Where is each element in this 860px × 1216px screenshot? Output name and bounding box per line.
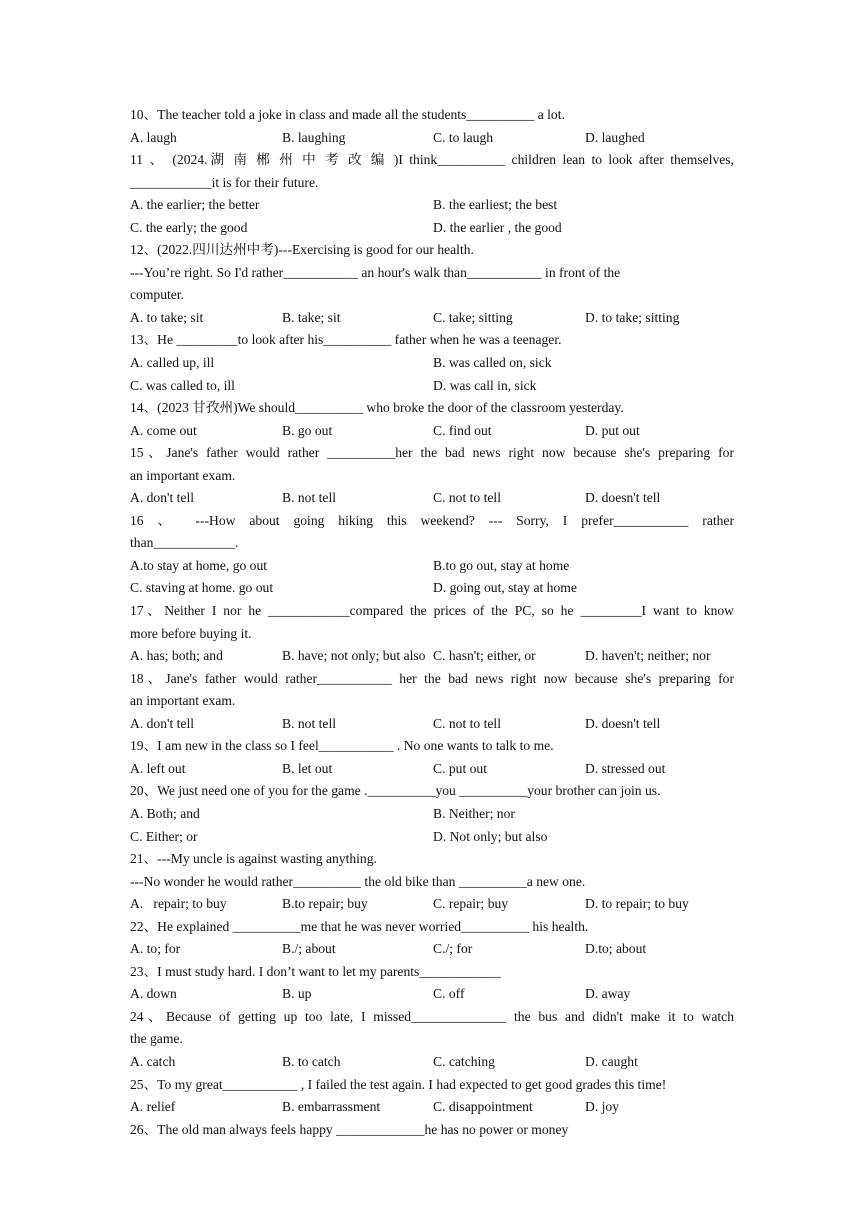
answer-option[interactable]: A. Both; and <box>130 805 200 821</box>
answer-option[interactable]: C./; for <box>433 941 473 957</box>
question-stem: 25、To my great___________ , I failed the test again. I had expected to get good grades this time! <box>130 1076 667 1092</box>
answer-option[interactable]: B. laughing <box>282 129 346 145</box>
options-row <box>130 713 734 736</box>
answer-option[interactable]: B. have; not only; but also <box>282 648 426 664</box>
answer-option[interactable]: A. come out <box>130 422 197 438</box>
answer-option[interactable]: A. has; both; and <box>130 648 223 664</box>
answer-option[interactable]: B./; about <box>282 941 336 957</box>
question-block <box>130 780 734 848</box>
question-stem-continued: than____________. <box>130 535 239 551</box>
answer-option[interactable]: A. the earlier; the better <box>130 197 260 213</box>
question-stem: 17、Neither I nor he ____________compared the prices of the PC, so he _________I want to know <box>130 603 734 619</box>
options-row <box>130 127 734 150</box>
question-stem: 14、(2023 甘孜州)We should__________ who broke the door of the classroom yesterday. <box>130 400 624 416</box>
question-block <box>130 1074 734 1119</box>
answer-option[interactable]: D. stressed out <box>585 760 666 776</box>
answer-option[interactable]: D. haven't; neither; nor <box>585 648 711 664</box>
options-row <box>130 645 734 668</box>
answer-option[interactable]: A.to stay at home, go out <box>130 557 268 573</box>
options-row <box>130 1051 734 1074</box>
answer-option[interactable]: C. catching <box>433 1053 495 1069</box>
options-row <box>130 352 734 375</box>
question-stem: 21、---My uncle is against wasting anything. <box>130 851 377 867</box>
answer-option[interactable]: A. don't tell <box>130 490 194 506</box>
question-block <box>130 961 734 1006</box>
question-block <box>130 735 734 780</box>
question-stem: 18、Jane's father would rather___________ her the bad news right now because she's preparing for <box>130 670 734 686</box>
answer-option[interactable]: A. laugh <box>130 129 177 145</box>
answer-option[interactable]: D. to take; sitting <box>585 309 680 325</box>
answer-option[interactable]: B. to catch <box>282 1053 341 1069</box>
question-list <box>130 104 734 1141</box>
options-row <box>130 577 734 600</box>
options-row <box>130 375 734 398</box>
question-stem-continued: ---No wonder he would rather__________ the old bike than __________a new one. <box>130 873 586 889</box>
answer-option[interactable]: D. Not only; but also <box>433 828 548 844</box>
answer-option[interactable]: B. not tell <box>282 490 336 506</box>
question-block <box>130 239 734 329</box>
question-block <box>130 1006 734 1074</box>
answer-option[interactable]: B. let out <box>282 760 333 776</box>
answer-option[interactable]: B. go out <box>282 422 333 438</box>
question-stem: 23、I must study hard. I don’t want to let my parents____________ <box>130 963 501 979</box>
question-block <box>130 848 734 916</box>
question-stem: 20、We just need one of you for the game .__________you __________your brother can join us. <box>130 783 661 799</box>
question-stem-continued: more before buying it. <box>130 625 252 641</box>
options-row <box>130 217 734 240</box>
question-block <box>130 916 734 961</box>
answer-option[interactable]: A. don't tell <box>130 715 194 731</box>
question-block <box>130 442 734 510</box>
answer-option[interactable]: D. the earlier , the good <box>433 219 562 235</box>
options-row <box>130 893 734 916</box>
options-row <box>130 307 734 330</box>
answer-option[interactable]: A. down <box>130 986 177 1002</box>
options-row <box>130 983 734 1006</box>
question-stem-continued: computer. <box>130 287 184 303</box>
answer-option[interactable]: A. to take; sit <box>130 309 204 325</box>
answer-option[interactable]: A. catch <box>130 1053 176 1069</box>
answer-option[interactable]: C. disappointment <box>433 1099 533 1115</box>
answer-option[interactable]: D. laughed <box>585 129 645 145</box>
question-stem-continued: ---You’re right. So I'd rather___________ an hour's walk than___________ in front of the <box>130 264 621 280</box>
answer-option[interactable]: C. to laugh <box>433 129 494 145</box>
question-stem-continued: the game. <box>130 1031 183 1047</box>
options-row <box>130 938 734 961</box>
answer-option[interactable]: C. put out <box>433 760 488 776</box>
question-stem-continued: ____________it is for their future. <box>130 174 319 190</box>
answer-option[interactable]: C. the early; the good <box>130 219 248 235</box>
options-row <box>130 555 734 578</box>
answer-option[interactable]: B. the earliest; the best <box>433 197 558 213</box>
answer-option[interactable]: D. put out <box>585 422 640 438</box>
options-row <box>130 826 734 849</box>
question-stem: 24、Because of getting up too late, I missed______________ the bus and didn't make it to watch <box>130 1008 734 1024</box>
answer-option[interactable]: D. doesn't tell <box>585 715 661 731</box>
options-row <box>130 194 734 217</box>
question-block <box>130 510 734 600</box>
options-row <box>130 487 734 510</box>
answer-option[interactable]: C. hasn't; either, or <box>433 648 536 664</box>
question-stem: 22、He explained __________me that he was never worried__________ his health. <box>130 918 589 934</box>
answer-option[interactable]: C. not to tell <box>433 490 501 506</box>
question-block <box>130 149 734 239</box>
question-stem: 26、The old man always feels happy _____________he has no power or money <box>130 1121 569 1137</box>
answer-option[interactable]: D. going out, stay at home <box>433 580 577 596</box>
answer-option[interactable]: A. relief <box>130 1099 176 1115</box>
answer-option[interactable]: B. was called on, sick <box>433 355 552 371</box>
answer-option[interactable]: A. to; for <box>130 941 181 957</box>
answer-option[interactable]: C. was called to, ill <box>130 377 235 393</box>
answer-option[interactable]: D.to; about <box>585 941 647 957</box>
question-stem: 13、He _________to look after his__________ father when he was a teenager. <box>130 332 562 348</box>
answer-option[interactable]: A. called up, ill <box>130 355 215 371</box>
answer-option[interactable]: C. not to tell <box>433 715 501 731</box>
answer-option[interactable]: A. repair; to buy <box>130 896 227 912</box>
answer-option[interactable]: C. take; sitting <box>433 309 513 325</box>
question-stem-continued: an important exam. <box>130 467 236 483</box>
question-block <box>130 329 734 397</box>
answer-option[interactable]: B. Neither; nor <box>433 805 515 821</box>
question-stem: 15、Jane's father would rather __________her the bad news right now because she's preparing for <box>130 445 734 461</box>
question-block <box>130 600 734 668</box>
options-row <box>130 420 734 443</box>
question-block <box>130 668 734 736</box>
question-stem: 11 、 (2024.湖 南 郴 州 中 考 改 编 )I think__________ children lean to look after themselves, <box>130 152 734 168</box>
answer-option[interactable]: B.to repair; buy <box>282 896 368 912</box>
answer-option[interactable]: C. repair; buy <box>433 896 509 912</box>
answer-option[interactable]: B. up <box>282 986 312 1002</box>
question-stem: 12、(2022.四川达州中考)---Exercising is good for our health. <box>130 242 474 258</box>
answer-option[interactable]: D. joy <box>585 1099 619 1115</box>
answer-option[interactable]: A. left out <box>130 760 186 776</box>
answer-option[interactable]: D. caught <box>585 1053 638 1069</box>
answer-option[interactable]: B. not tell <box>282 715 336 731</box>
options-row <box>130 803 734 826</box>
question-block <box>130 1119 734 1142</box>
options-row <box>130 758 734 781</box>
options-row <box>130 1096 734 1119</box>
answer-option[interactable]: B. take; sit <box>282 309 341 325</box>
question-stem: 10、The teacher told a joke in class and made all the students__________ a lot. <box>130 107 565 122</box>
question-stem: 19、I am new in the class so I feel___________ . No one wants to talk to me. <box>130 738 554 754</box>
answer-option[interactable]: D. doesn't tell <box>585 490 661 506</box>
answer-option[interactable]: B. embarrassment <box>282 1099 381 1115</box>
answer-option[interactable]: C. find out <box>433 422 492 438</box>
answer-option[interactable]: D. away <box>585 986 631 1002</box>
question-stem-continued: an important exam. <box>130 693 236 709</box>
answer-option[interactable]: D. to repair; to buy <box>585 896 689 912</box>
answer-option[interactable]: C. Either; or <box>130 828 198 844</box>
answer-option[interactable]: B.to go out, stay at home <box>433 557 570 573</box>
answer-option[interactable]: C. off <box>433 986 465 1002</box>
question-stem: 16 、 ---How about going hiking this weekend? --- Sorry, I prefer___________ rather <box>130 512 734 528</box>
question-block <box>130 397 734 442</box>
question-block <box>130 104 734 149</box>
answer-option[interactable]: C. staving at home. go out <box>130 580 274 596</box>
answer-option[interactable]: D. was call in, sick <box>433 377 537 393</box>
